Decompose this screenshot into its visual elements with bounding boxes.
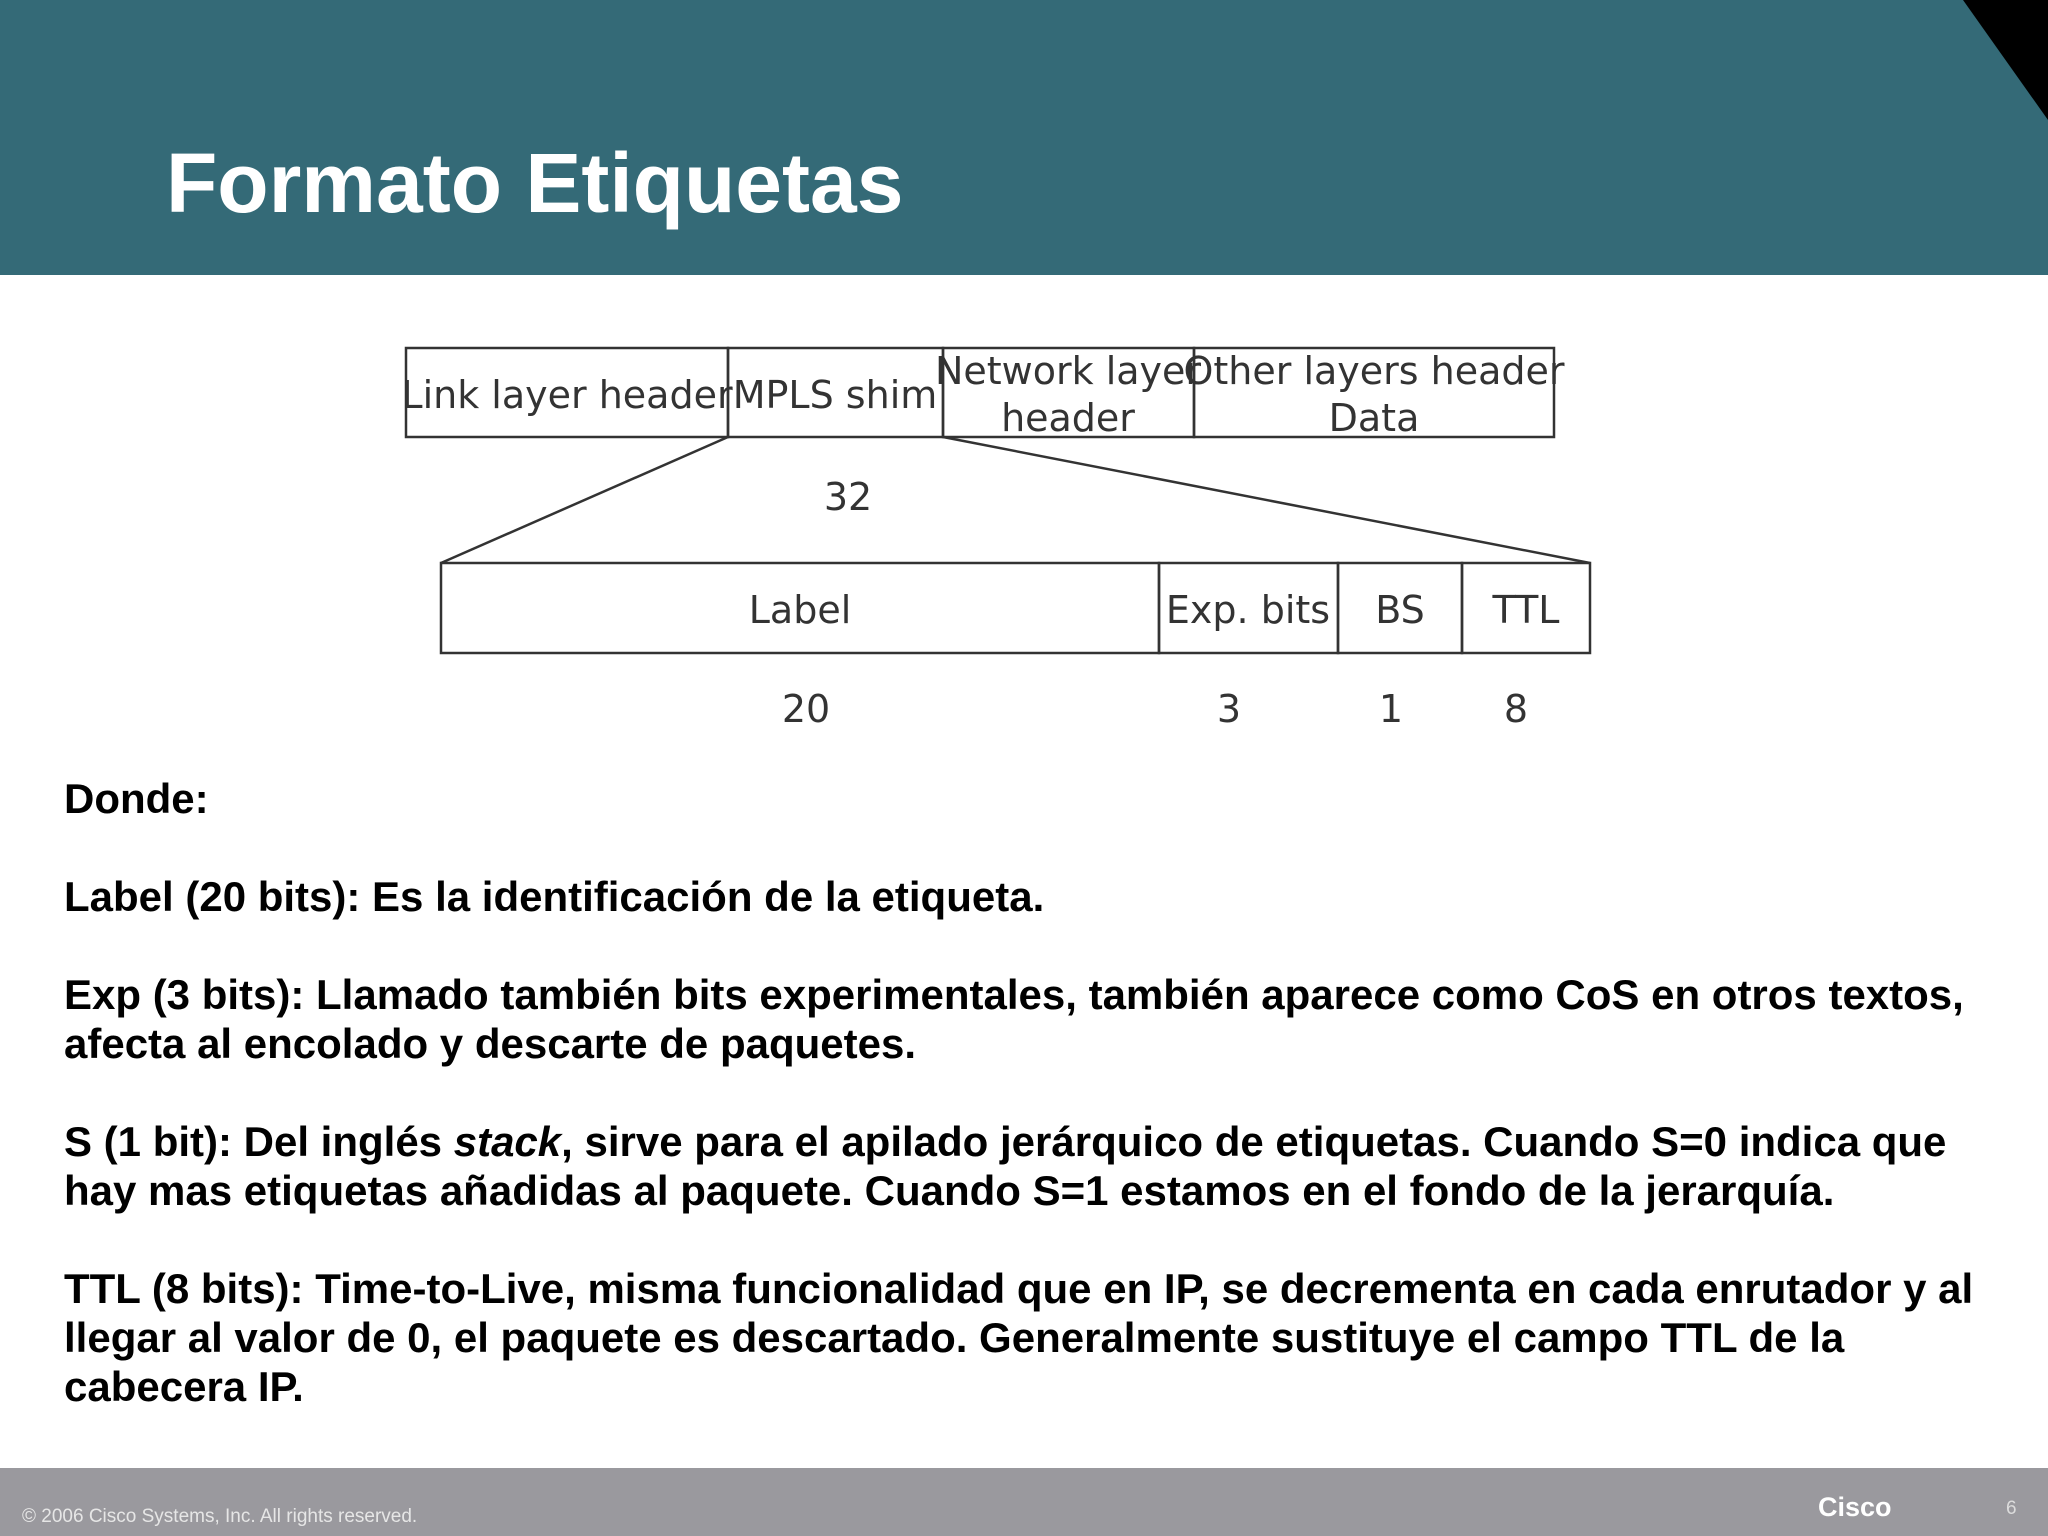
label-field-name: Label — [748, 588, 852, 632]
expansion-line-left — [441, 437, 728, 563]
shim-size-label: 32 — [823, 475, 873, 519]
label-field-name: TTL — [1492, 588, 1560, 632]
footer-bar — [0, 1468, 2048, 1536]
s-description-italic: stack — [453, 1118, 562, 1165]
packet-field-network-layer: Network layer — [934, 349, 1202, 393]
page-number: 6 — [2006, 1498, 2017, 1519]
packet-field-network-layer: header — [1001, 396, 1135, 440]
label-field-bits: 3 — [1216, 687, 1242, 731]
packet-field-mpls-shim: MPLS shim — [732, 373, 938, 417]
label-field-name: Exp. bits — [1165, 588, 1331, 632]
s-description — [64, 1117, 1994, 1215]
s-description-end: , sirve para el apilado jerárquico de etiquetas. Cuando S=0 indica que hay mas etiquetas añadidas al paquete. Cuando S=1 estamos en el fondo de la jerarquía. — [64, 1118, 1947, 1214]
label-field-bits: 8 — [1503, 687, 1529, 731]
label-field-name: BS — [1375, 588, 1425, 632]
packet-field-link-layer: Link layer header — [401, 373, 733, 417]
copyright-text: © 2006 Cisco Systems, Inc. All rights reserved. — [22, 1506, 418, 1527]
description-text — [64, 774, 1994, 1411]
label-field-bits: 20 — [781, 687, 831, 731]
label-field-bits: 1 — [1378, 687, 1404, 731]
packet-field-other-layers: Data — [1328, 396, 1420, 440]
slide-title: Formato Etiquetas — [166, 136, 904, 230]
brand-name: Cisco — [1818, 1492, 1892, 1522]
exp-description: Exp (3 bits): Llamado también bits experimentales, también aparece como CoS en otros textos, afecta al encolado y descarte de paquetes. — [64, 971, 1964, 1067]
ttl-description: TTL (8 bits): Time-to-Live, misma funcionalidad que en IP, se decrementa en cada enrutador y al llegar al valor de 0, el paquete es descartado. Generalmente sustituye el campo TTL de la cabecera IP. — [64, 1265, 1974, 1410]
label-description: Label (20 bits): Es la identificación de la etiqueta. — [64, 873, 1045, 920]
packet-field-other-layers: Other layers header — [1183, 349, 1565, 393]
intro-line: Donde: — [64, 775, 209, 822]
expansion-line-right — [943, 437, 1590, 563]
s-description-start: S (1 bit): Del inglés — [64, 1118, 454, 1165]
